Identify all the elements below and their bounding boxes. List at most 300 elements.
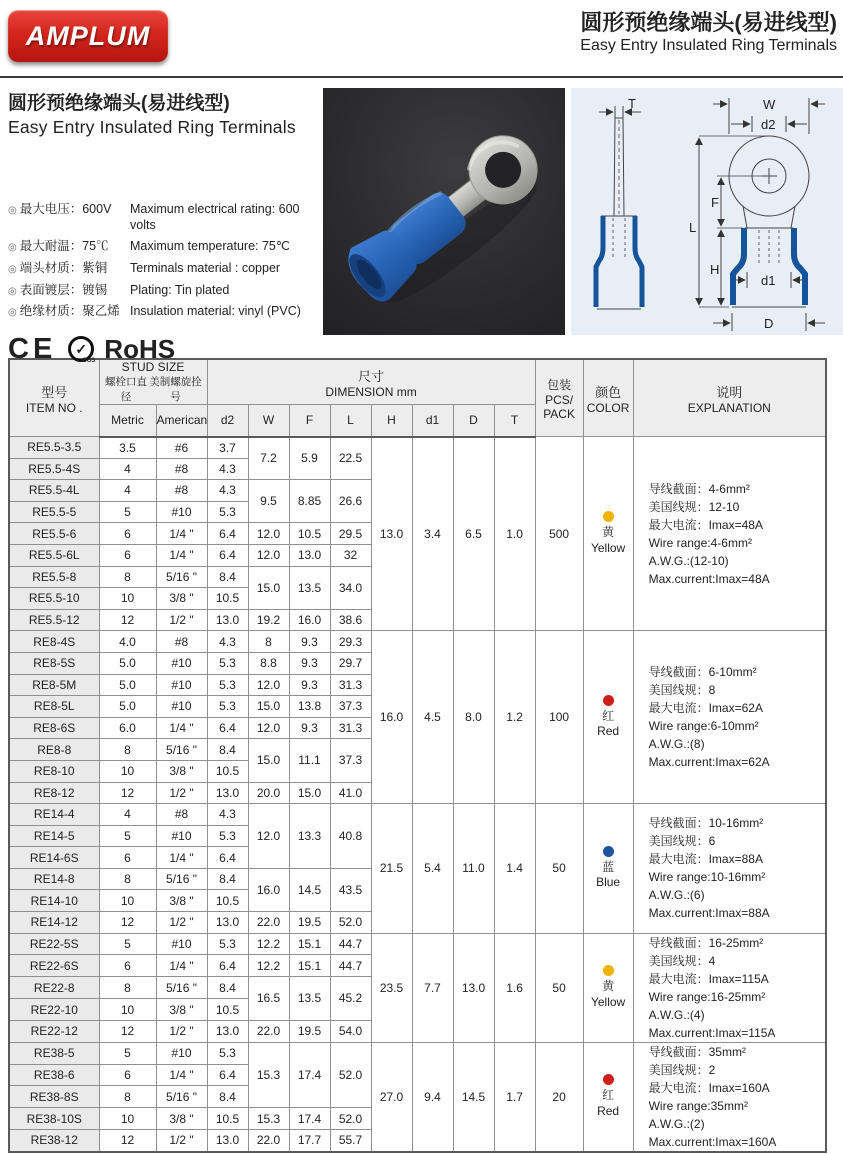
- explanation-line: Max.current:Imax=62A: [648, 755, 770, 770]
- metric-cell: 5.0: [99, 652, 156, 674]
- metric-cell: 12: [99, 782, 156, 804]
- l-cell: 41.0: [330, 782, 371, 804]
- col-header-metric: Metric: [99, 405, 156, 437]
- item-no-cell: RE8-5M: [9, 674, 99, 696]
- metric-cell: 6: [99, 1064, 156, 1086]
- item-no-cell: RE14-12: [9, 912, 99, 934]
- explanation-line: Max.current:Imax=160A: [648, 1134, 777, 1149]
- american-cell: 1/4 ": [156, 717, 207, 739]
- item-no-cell: RE14-8: [9, 868, 99, 890]
- w-cell: 15.0: [248, 739, 289, 782]
- w-cell: 12.0: [248, 804, 289, 869]
- pack-cell: 50: [535, 804, 583, 934]
- explanation-cell: [633, 804, 826, 934]
- d2-cell: 3.7: [207, 437, 248, 459]
- explanation-line: Wire range:35mm²: [648, 1098, 748, 1113]
- l-cell: 52.0: [330, 1108, 371, 1130]
- d-cell: 14.5: [453, 1042, 494, 1152]
- f-cell: 5.9: [289, 437, 330, 480]
- l-cell: 40.8: [330, 804, 371, 869]
- table-body: [9, 437, 826, 1152]
- metric-cell: 10: [99, 760, 156, 782]
- logo-text: AMPLUM: [25, 20, 151, 51]
- american-cell: 1/4 ": [156, 523, 207, 545]
- item-no-cell: RE38-10S: [9, 1108, 99, 1130]
- d1-cell: 5.4: [412, 804, 453, 934]
- dim-label-d: D: [764, 316, 774, 331]
- d2-cell: 10.5: [207, 1108, 248, 1130]
- american-cell: 5/16 ": [156, 868, 207, 890]
- metric-cell: 4: [99, 458, 156, 480]
- product-title-en: Easy Entry Insulated Ring Terminals: [8, 117, 296, 137]
- col-header-l: L: [330, 405, 371, 437]
- d2-cell: 5.3: [207, 652, 248, 674]
- f-cell: 14.5: [289, 868, 330, 911]
- item-no-cell: RE38-5: [9, 1042, 99, 1064]
- color-dot-icon: [603, 1074, 614, 1085]
- metric-cell: 6: [99, 523, 156, 545]
- spec-row: [8, 283, 314, 299]
- spec-table: [8, 358, 827, 1153]
- spec-zh-label: 最大电压：600V: [19, 202, 112, 216]
- metric-cell: 5: [99, 825, 156, 847]
- metric-cell: 5.0: [99, 696, 156, 718]
- d1-cell: 7.7: [412, 933, 453, 1042]
- w-cell: 12.2: [248, 955, 289, 977]
- l-cell: 54.0: [330, 1021, 371, 1043]
- f-cell: 8.85: [289, 480, 330, 523]
- american-cell: #8: [156, 458, 207, 480]
- american-cell: 1/2 ": [156, 609, 207, 631]
- explanation-line: Wire range:10-16mm²: [648, 870, 766, 885]
- d2-cell: 4.3: [207, 480, 248, 502]
- h-cell: 23.5: [371, 933, 412, 1042]
- d2-cell: 4.3: [207, 804, 248, 826]
- d-cell: 13.0: [453, 933, 494, 1042]
- d1-cell: 4.5: [412, 631, 453, 804]
- explanation-line: A.W.G.:(8): [648, 737, 705, 752]
- explanation-line: Max.current:Imax=115A: [648, 1025, 776, 1040]
- american-cell: 3/8 ": [156, 1108, 207, 1130]
- l-cell: 32: [330, 544, 371, 566]
- metric-cell: 8: [99, 566, 156, 588]
- f-cell: 19.5: [289, 1021, 330, 1043]
- american-cell: #6: [156, 437, 207, 459]
- l-cell: 29.3: [330, 631, 371, 653]
- item-no-cell: RE5.5-6L: [9, 544, 99, 566]
- american-cell: 1/2 ": [156, 912, 207, 934]
- d2-cell: 13.0: [207, 1130, 248, 1152]
- item-no-cell: RE22-12: [9, 1021, 99, 1043]
- w-cell: 12.0: [248, 523, 289, 545]
- american-cell: 1/4 ": [156, 1064, 207, 1086]
- color-dot-icon: [603, 511, 614, 522]
- explanation-line: Wire range:4-6mm²: [648, 535, 752, 550]
- metric-cell: 10: [99, 588, 156, 610]
- item-no-cell: RE22-8: [9, 976, 99, 999]
- f-cell: 17.4: [289, 1108, 330, 1130]
- d1-cell: 9.4: [412, 1042, 453, 1152]
- f-cell: 13.0: [289, 544, 330, 566]
- explanation-line: 美国线规：4: [648, 953, 716, 968]
- metric-cell: 10: [99, 890, 156, 912]
- explanation-line: 导线截面：6-10mm²: [648, 665, 757, 680]
- spec-row: [8, 261, 314, 277]
- d2-cell: 6.4: [207, 847, 248, 869]
- american-cell: 1/2 ": [156, 1021, 207, 1043]
- explanation-line: 最大电流：Imax=160A: [648, 1080, 770, 1095]
- explanation-line: A.W.G.:(4): [648, 1007, 705, 1022]
- american-cell: 5/16 ": [156, 1086, 207, 1108]
- d2-cell: 13.0: [207, 1021, 248, 1043]
- explanation-cell: [633, 631, 826, 804]
- explanation-line: Wire range:6-10mm²: [648, 719, 759, 734]
- d2-cell: 4.3: [207, 458, 248, 480]
- american-cell: #10: [156, 696, 207, 718]
- f-cell: 16.0: [289, 609, 330, 631]
- t-cell: 1.7: [494, 1042, 535, 1152]
- item-no-cell: RE8-12: [9, 782, 99, 804]
- american-cell: 5/16 ": [156, 739, 207, 761]
- american-cell: #10: [156, 825, 207, 847]
- bullet-icon: ◎: [8, 205, 17, 216]
- dim-label-t: T: [628, 96, 636, 111]
- d2-cell: 5.3: [207, 1042, 248, 1064]
- metric-cell: 5.0: [99, 674, 156, 696]
- d2-cell: 13.0: [207, 912, 248, 934]
- item-no-cell: RE8-5S: [9, 652, 99, 674]
- w-cell: 8.8: [248, 652, 289, 674]
- explanation-cell: [633, 1042, 826, 1152]
- metric-cell: 10: [99, 1108, 156, 1130]
- explanation-line: 美国线规：2: [648, 1062, 716, 1077]
- w-cell: 22.0: [248, 1130, 289, 1152]
- item-no-cell: RE22-5S: [9, 933, 99, 955]
- l-cell: 44.7: [330, 955, 371, 977]
- explanation-line: 最大电流：Imax=115A: [648, 971, 769, 986]
- f-cell: 13.5: [289, 976, 330, 1020]
- w-cell: 16.5: [248, 976, 289, 1020]
- spec-list: [8, 202, 314, 320]
- spec-en-label: Maximum electrical rating: 600 volts: [130, 202, 300, 232]
- f-cell: 17.7: [289, 1130, 330, 1152]
- metric-cell: 12: [99, 609, 156, 631]
- american-cell: #8: [156, 631, 207, 653]
- w-cell: 15.3: [248, 1042, 289, 1108]
- d2-cell: 6.4: [207, 1064, 248, 1086]
- table-row: [9, 631, 826, 653]
- explanation-line: Max.current:Imax=48A: [648, 571, 770, 586]
- page-title-en: Easy Entry Insulated Ring Terminals: [580, 37, 837, 55]
- col-header-dimension: 尺寸 DIMENSION mm: [207, 359, 535, 405]
- american-cell: #10: [156, 652, 207, 674]
- item-no-cell: RE5.5-5: [9, 501, 99, 523]
- f-cell: 19.5: [289, 912, 330, 934]
- w-cell: 20.0: [248, 782, 289, 804]
- bullet-icon: ◎: [8, 307, 17, 319]
- col-header-color: 颜色 COLOR: [583, 359, 633, 437]
- metric-cell: 8: [99, 868, 156, 890]
- f-cell: 9.3: [289, 674, 330, 696]
- color-cell: 红 Red: [583, 631, 633, 804]
- product-info-panel: [8, 88, 314, 365]
- spec-row: [8, 239, 314, 255]
- l-cell: 44.7: [330, 933, 371, 955]
- item-no-cell: RE8-8: [9, 739, 99, 761]
- explanation-line: 导线截面：4-6mm²: [648, 481, 750, 496]
- metric-cell: 6.0: [99, 717, 156, 739]
- spec-row: [8, 304, 314, 320]
- explanation-line: 美国线规：12-10: [648, 499, 740, 514]
- w-cell: 12.0: [248, 674, 289, 696]
- col-header-h: H: [371, 405, 412, 437]
- d2-cell: 13.0: [207, 782, 248, 804]
- w-cell: 22.0: [248, 912, 289, 934]
- dim-label-w: W: [763, 97, 776, 112]
- h-cell: 21.5: [371, 804, 412, 934]
- metric-cell: 5: [99, 933, 156, 955]
- explanation-line: A.W.G.:(2): [648, 1116, 705, 1131]
- spec-en-label: Terminals material : copper: [130, 260, 281, 275]
- t-cell: 1.0: [494, 437, 535, 631]
- d2-cell: 5.3: [207, 674, 248, 696]
- w-cell: 12.0: [248, 544, 289, 566]
- metric-cell: 12: [99, 912, 156, 934]
- dim-label-f: F: [711, 195, 719, 210]
- pack-cell: 100: [535, 631, 583, 804]
- l-cell: 37.3: [330, 739, 371, 782]
- american-cell: 3/8 ": [156, 760, 207, 782]
- item-no-cell: RE8-4S: [9, 631, 99, 653]
- color-cell: 黄 Yellow: [583, 437, 633, 631]
- metric-cell: 8: [99, 1086, 156, 1108]
- d-cell: 11.0: [453, 804, 494, 934]
- l-cell: 52.0: [330, 1042, 371, 1108]
- w-cell: 12.2: [248, 933, 289, 955]
- explanation-line: 最大电流：Imax=62A: [648, 701, 763, 716]
- d2-cell: 6.4: [207, 544, 248, 566]
- american-cell: 1/2 ": [156, 782, 207, 804]
- metric-cell: 8: [99, 976, 156, 999]
- t-cell: 1.4: [494, 804, 535, 934]
- dim-label-l: L: [689, 220, 697, 235]
- col-header-w: W: [248, 405, 289, 437]
- american-cell: 3/8 ": [156, 890, 207, 912]
- table-header: [9, 359, 826, 437]
- explanation-line: Max.current:Imax=88A: [648, 906, 770, 921]
- rohs-mark: RoHS: [104, 333, 176, 364]
- spec-zh-label: 端头材质：紫铜: [19, 260, 108, 275]
- h-cell: 16.0: [371, 631, 412, 804]
- l-cell: 52.0: [330, 912, 371, 934]
- item-no-cell: RE22-10: [9, 999, 99, 1021]
- metric-cell: 6: [99, 847, 156, 869]
- color-cell: 蓝 Blue: [583, 804, 633, 934]
- header-titles: [580, 10, 837, 56]
- explanation-line: 最大电流：Imax=88A: [648, 852, 763, 867]
- f-cell: 10.5: [289, 523, 330, 545]
- l-cell: 26.6: [330, 480, 371, 523]
- pack-cell: 20: [535, 1042, 583, 1152]
- dimension-diagram: [571, 88, 843, 335]
- item-no-cell: RE5.5-3.5: [9, 437, 99, 459]
- w-cell: 19.2: [248, 609, 289, 631]
- d2-cell: 10.5: [207, 890, 248, 912]
- l-cell: 38.6: [330, 609, 371, 631]
- page-title-zh: 圆形预绝缘端头(易进线型): [580, 10, 837, 35]
- explanation-line: 导线截面：35mm²: [648, 1044, 746, 1059]
- table-row: [9, 933, 826, 955]
- american-cell: 3/8 ": [156, 588, 207, 610]
- metric-cell: 5: [99, 501, 156, 523]
- american-cell: #8: [156, 480, 207, 502]
- l-cell: 22.5: [330, 437, 371, 480]
- f-cell: 17.4: [289, 1042, 330, 1108]
- metric-cell: 5: [99, 1042, 156, 1064]
- item-no-cell: RE8-10: [9, 760, 99, 782]
- item-no-cell: RE22-6S: [9, 955, 99, 977]
- ce-mark-icon: CE: [8, 332, 57, 365]
- metric-cell: 12: [99, 1021, 156, 1043]
- col-header-t: T: [494, 405, 535, 437]
- metric-cell: 12: [99, 1130, 156, 1152]
- f-cell: 13.3: [289, 804, 330, 869]
- l-cell: 37.3: [330, 696, 371, 718]
- table-row: [9, 804, 826, 826]
- d2-cell: 10.5: [207, 999, 248, 1021]
- explanation-line: A.W.G.:(6): [648, 888, 705, 903]
- product-title-zh: 圆形预绝缘端头(易进线型): [8, 93, 230, 114]
- f-cell: 15.0: [289, 782, 330, 804]
- col-header-d2: d2: [207, 405, 248, 437]
- bullet-icon: ◎: [8, 263, 17, 275]
- color-cell: 黄 Yellow: [583, 933, 633, 1042]
- metric-cell: 6: [99, 544, 156, 566]
- d2-cell: 8.4: [207, 739, 248, 761]
- american-cell: #10: [156, 501, 207, 523]
- f-cell: 9.3: [289, 652, 330, 674]
- american-cell: #10: [156, 674, 207, 696]
- col-header-f: F: [289, 405, 330, 437]
- col-header-explanation: 说明 EXPLANATION: [633, 359, 826, 437]
- item-no-cell: RE14-6S: [9, 847, 99, 869]
- explanation-cell: [633, 933, 826, 1042]
- metric-cell: 4: [99, 804, 156, 826]
- d2-cell: 5.3: [207, 696, 248, 718]
- table-row: [9, 437, 826, 459]
- col-header-d1: d1: [412, 405, 453, 437]
- metric-cell: 3.5: [99, 437, 156, 459]
- american-cell: 5/16 ": [156, 976, 207, 999]
- color-cell: 红 Red: [583, 1042, 633, 1152]
- d2-cell: 4.3: [207, 631, 248, 653]
- explanation-line: 最大电流：Imax=48A: [648, 517, 763, 532]
- w-cell: 15.3: [248, 1108, 289, 1130]
- d2-cell: 10.5: [207, 588, 248, 610]
- item-no-cell: RE14-5: [9, 825, 99, 847]
- american-cell: 3/8 ": [156, 999, 207, 1021]
- american-cell: #8: [156, 804, 207, 826]
- spec-en-label: Maximum temperature: 75℃: [130, 239, 290, 254]
- col-header-item: 型号 ITEM NO .: [9, 359, 99, 437]
- d2-cell: 8.4: [207, 566, 248, 588]
- bullet-icon: ◎: [8, 285, 17, 297]
- w-cell: 15.0: [248, 566, 289, 609]
- page-header: [0, 0, 843, 78]
- d2-cell: 6.4: [207, 717, 248, 739]
- explanation-line: Wire range:16-25mm²: [648, 989, 766, 1004]
- table-row: [9, 1042, 826, 1064]
- spec-en-label: Insulation material: vinyl (PVC): [130, 304, 301, 319]
- f-cell: 9.3: [289, 631, 330, 653]
- item-no-cell: RE5.5-8: [9, 566, 99, 588]
- metric-cell: 8: [99, 739, 156, 761]
- f-cell: 13.8: [289, 696, 330, 718]
- w-cell: 12.0: [248, 717, 289, 739]
- h-cell: 27.0: [371, 1042, 412, 1152]
- item-no-cell: RE38-12: [9, 1130, 99, 1152]
- col-header-pack: 包装 PCS/ PACK: [535, 359, 583, 437]
- d2-cell: 5.3: [207, 825, 248, 847]
- american-cell: 1/4 ": [156, 544, 207, 566]
- american-cell: #10: [156, 1042, 207, 1064]
- item-no-cell: RE14-4: [9, 804, 99, 826]
- metric-cell: 10: [99, 999, 156, 1021]
- d-cell: 8.0: [453, 631, 494, 804]
- item-no-cell: RE5.5-10: [9, 588, 99, 610]
- t-cell: 1.2: [494, 631, 535, 804]
- l-cell: 31.3: [330, 674, 371, 696]
- t-cell: 1.6: [494, 933, 535, 1042]
- explanation-line: 导线截面：16-25mm²: [648, 935, 764, 950]
- explanation-line: 美国线规：8: [648, 683, 716, 698]
- w-cell: 15.0: [248, 696, 289, 718]
- dim-label-d1: d1: [761, 273, 776, 288]
- w-cell: 7.2: [248, 437, 289, 480]
- item-no-cell: RE5.5-4S: [9, 458, 99, 480]
- color-dot-icon: [603, 965, 614, 976]
- pack-cell: 500: [535, 437, 583, 631]
- product-strip: [8, 88, 843, 365]
- explanation-line: A.W.G.:(12-10): [648, 553, 729, 568]
- w-cell: 9.5: [248, 480, 289, 523]
- explanation-cell: [633, 437, 826, 631]
- l-cell: 45.2: [330, 976, 371, 1020]
- col-header-stud-size: STUD SIZE 螺栓口直径 美制螺旋拴号: [99, 359, 207, 405]
- american-cell: #10: [156, 933, 207, 955]
- h-cell: 13.0: [371, 437, 412, 631]
- color-dot-icon: [603, 846, 614, 857]
- color-dot-icon: [603, 695, 614, 706]
- metric-cell: 4.0: [99, 631, 156, 653]
- d2-cell: 8.4: [207, 976, 248, 999]
- american-cell: 5/16 ": [156, 566, 207, 588]
- item-no-cell: RE5.5-6: [9, 523, 99, 545]
- sgs-cert-icon: ✓ SGS: [68, 336, 94, 362]
- dim-label-h: H: [710, 262, 720, 277]
- d2-cell: 13.0: [207, 609, 248, 631]
- spec-zh-label: 绝缘材质：聚乙烯: [19, 304, 120, 319]
- d2-cell: 8.4: [207, 1086, 248, 1108]
- d2-cell: 6.4: [207, 523, 248, 545]
- dim-label-d2: d2: [761, 117, 776, 132]
- l-cell: 29.5: [330, 523, 371, 545]
- explanation-line: 美国线规：6: [648, 834, 716, 849]
- w-cell: 16.0: [248, 868, 289, 911]
- bullet-icon: ◎: [8, 242, 17, 254]
- col-header-d: D: [453, 405, 494, 437]
- l-cell: 31.3: [330, 717, 371, 739]
